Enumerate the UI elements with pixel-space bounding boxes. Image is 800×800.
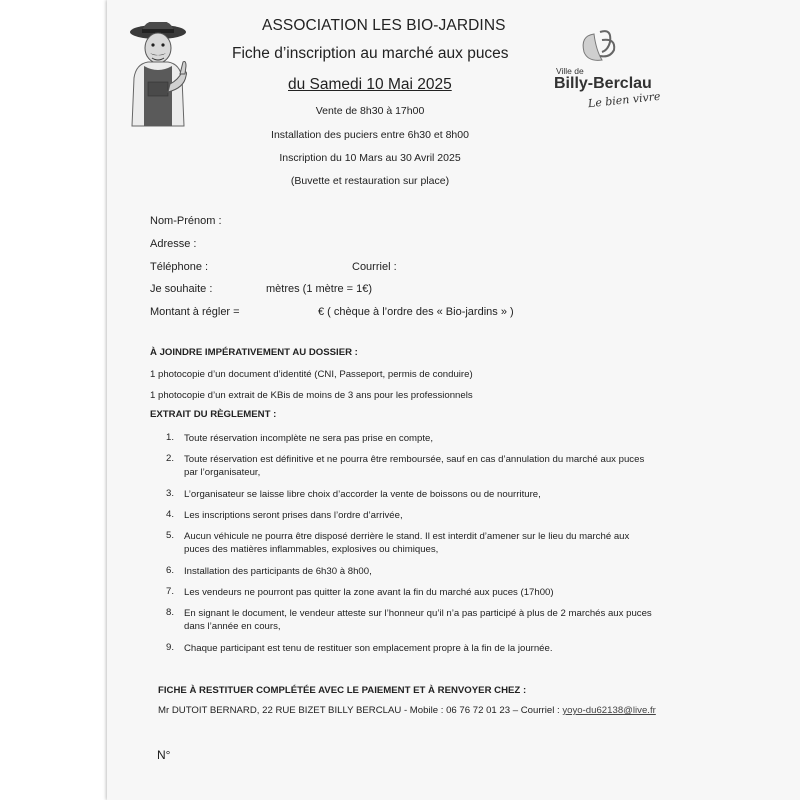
rule-text: L’organisateur se laisse libre choix d’accorder la vente de boissons ou de nourriture, (184, 489, 541, 500)
return-instructions-heading: FICHE À RESTITUER COMPLÉTÉE AVEC LE PAIEMENT ET À RENVOYER CHEZ : (158, 685, 527, 696)
email-field-label: Courriel : (352, 261, 397, 273)
svg-text:Ville de: Ville de (556, 66, 584, 76)
contact-details: Mr DUTOIT BERNARD, 22 RUE BIZET BILLY BERCLAU - Mobile : 06 76 72 01 23 – Courriel : (158, 705, 563, 716)
billy-berclau-logo (550, 30, 668, 112)
registration-period: Inscription du 10 Mars au 30 Avril 2025 (279, 152, 461, 164)
contact-email-link[interactable]: yoyo-du62138@live.fr (562, 705, 656, 716)
sale-hours: Vente de 8h30 à 17h00 (315, 105, 425, 117)
wish-field-label: Je souhaite : (150, 283, 213, 295)
svg-text:Le bien vivre: Le bien vivre (587, 89, 662, 111)
phone-field-label: Téléphone : (150, 261, 209, 273)
registration-number-label: N° (157, 748, 171, 762)
contact-line (158, 705, 656, 716)
rule-text: Aucun véhicule ne pourra être disposé derrière le stand. Il est interdit d’amener sur le lieu du marché aux puces des matières inflammables, explosives ou chimiques, (184, 531, 630, 555)
name-field-label: Nom-Prénom : (150, 215, 222, 227)
rule-text: Les vendeurs ne pourront pas quitter la zone avant la fin du marché aux puces (17h00) (184, 587, 554, 598)
rule-text: En signant le document, le vendeur atteste sur l’honneur qu’il n’a pas participé à plus de 2 marchés aux puces dans l’année en cours, (184, 608, 652, 632)
meters-field-text: mètres (1 mètre = 1€) (266, 283, 373, 295)
rule-text: Installation des participants de 6h30 à 8h00, (184, 566, 372, 577)
rules-heading: EXTRAIT DU RÈGLEMENT : (150, 409, 277, 420)
attachment-kbis-copy: 1 photocopie d’un extrait de KBis de moins de 3 ans pour les professionnels (150, 390, 473, 401)
amount-field-label: Montant à régler = (150, 306, 240, 318)
association-title: ASSOCIATION LES BIO-JARDINS (262, 17, 506, 34)
setup-hours: Installation des puciers entre 6h30 et 8h00 (271, 129, 469, 141)
rule-text: Chaque participant est tenu de restituer son emplacement propre à la fin de la journée. (184, 643, 553, 654)
attachments-heading: À JOINDRE IMPÉRATIVEMENT AU DOSSIER : (150, 347, 358, 358)
rule-text: Toute réservation est définitive et ne pourra être remboursée, sauf en cas d’annulation du marché aux puces par l’organisateur, (184, 454, 645, 478)
svg-text:Billy-Berclau: Billy-Berclau (554, 75, 652, 92)
address-field-label: Adresse : (150, 238, 197, 250)
attachment-id-copy: 1 photocopie d’un document d’identité (CNI, Passeport, permis de conduire) (150, 369, 473, 380)
refreshments-note: (Buvette et restauration sur place) (290, 175, 450, 187)
amount-field-text: € ( chèque à l’ordre des « Bio-jardins » ) (318, 306, 514, 318)
rule-text: Les inscriptions seront prises dans l’ordre d’arrivée, (184, 510, 403, 521)
rule-text: Toute réservation incomplète ne sera pas prise en compte, (184, 433, 434, 444)
form-title: Fiche d’inscription au marché aux puces (232, 45, 509, 62)
event-date: du Samedi 10 Mai 2025 (288, 76, 452, 93)
